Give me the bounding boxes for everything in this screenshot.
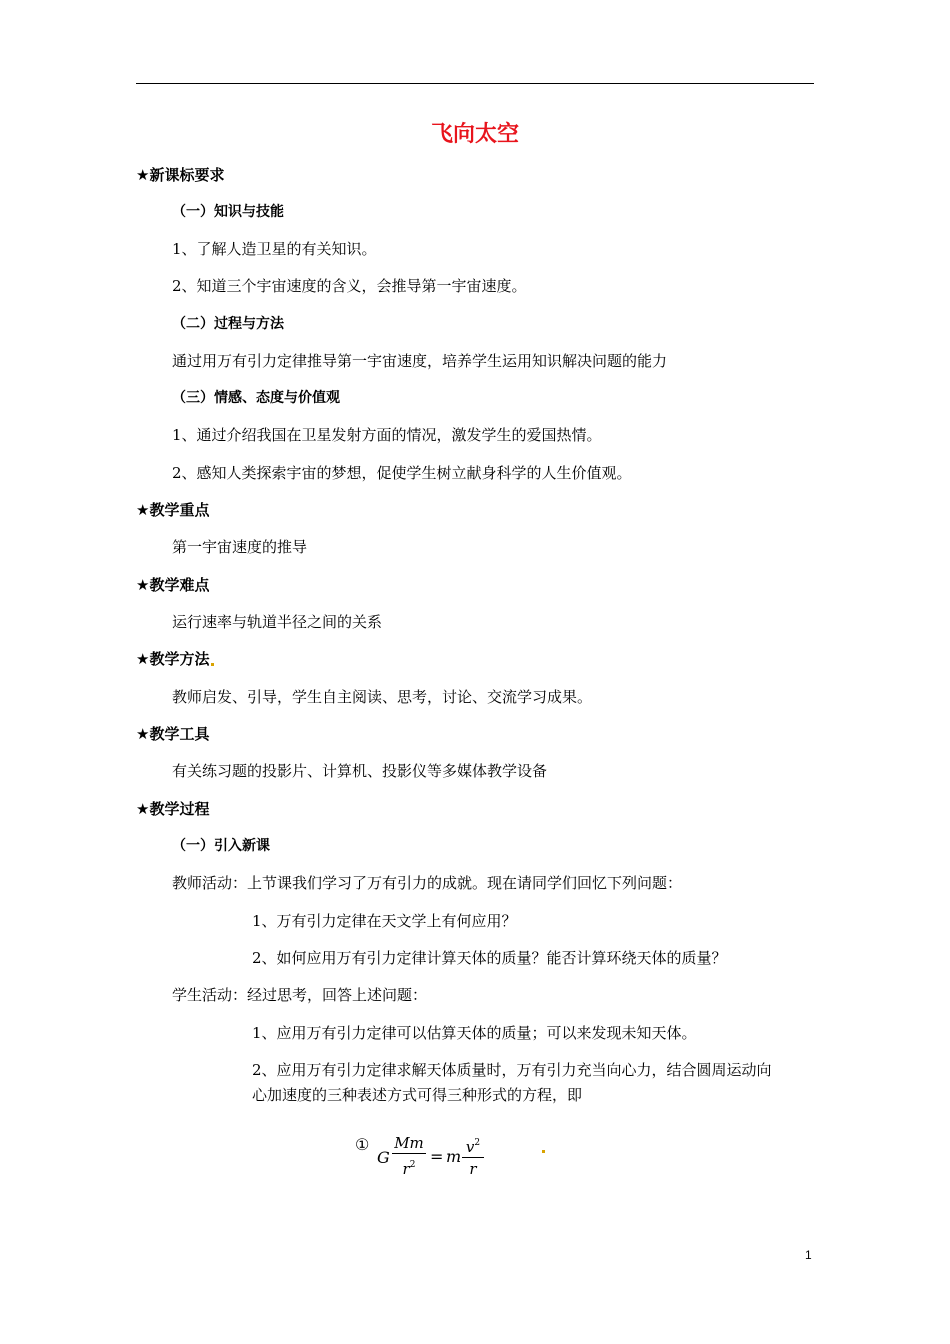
paragraph: 学生活动：经过思考，回答上述问题：	[172, 986, 428, 1004]
fraction-denominator	[391, 1154, 427, 1180]
paragraph: 教师启发、引导，学生自主阅读、思考，讨论、交流学习成果。	[172, 688, 593, 706]
heading-requirements: ★新课标要求	[136, 166, 225, 184]
denominator-base: r	[402, 1160, 410, 1178]
answer-item: 1、应用万有引力定律可以估算天体的质量；可以来发现未知天体。	[252, 1024, 697, 1042]
fraction-numerator	[461, 1133, 485, 1157]
question-item: 1、万有引力定律在天文学上有何应用？	[252, 912, 517, 930]
equals-sign: =	[430, 1147, 444, 1166]
decorative-dot	[211, 663, 214, 666]
subheading-knowledge: （一）知识与技能	[172, 204, 284, 220]
subheading-emotion: （三）情感、态度与价值观	[172, 390, 340, 406]
heading-methods-text: ★教学方法	[136, 650, 210, 668]
paragraph: 2、知道三个宇宙速度的含义，会推导第一宇宙速度。	[172, 277, 527, 295]
question-item: 2、如何应用万有引力定律计算天体的质量？能否计算环绕天体的质量？	[252, 949, 727, 967]
paragraph: 2、感知人类探索宇宙的梦想，促使学生树立献身科学的人生价值观。	[172, 464, 632, 482]
answer-item-continued: 心加速度的三种表述方式可得三种形式的方程，即	[252, 1086, 583, 1104]
paragraph: 通过用万有引力定律推导第一宇宙速度，培养学生运用知识解决问题的能力	[172, 352, 668, 370]
paragraph: 运行速率与轨道半径之间的关系	[172, 613, 383, 631]
subheading-process: （二）过程与方法	[172, 316, 284, 332]
decorative-dot	[542, 1150, 545, 1153]
heading-key-points: ★教学重点	[136, 501, 210, 519]
answer-item: 2、应用万有引力定律求解天体质量时，万有引力充当向心力，结合圆周运动向	[252, 1061, 772, 1079]
heading-methods	[136, 648, 214, 670]
fraction-denominator: r	[469, 1160, 477, 1178]
paragraph: 教师活动：上节课我们学习了万有引力的成就。现在请同学们回忆下列问题：	[172, 874, 683, 892]
equation-index: ①	[355, 1135, 370, 1154]
numerator-exponent: 2	[474, 1138, 481, 1148]
numerator-base: v	[465, 1138, 475, 1156]
paragraph: 第一宇宙速度的推导	[172, 538, 308, 556]
heading-tools: ★教学工具	[136, 725, 210, 743]
fraction-numerator: Mm	[394, 1134, 424, 1152]
denominator-exponent: 2	[409, 1160, 416, 1170]
fraction-right	[461, 1133, 485, 1180]
header-rule	[136, 83, 814, 84]
subheading-intro: （一）引入新课	[172, 838, 270, 854]
fraction-left	[391, 1133, 427, 1180]
paragraph: 有关练习题的投影片、计算机、投影仪等多媒体教学设备	[172, 762, 548, 780]
paragraph: 1、通过介绍我国在卫星发射方面的情况，激发学生的爱国热情。	[172, 426, 602, 444]
document-title: 飞向太空	[430, 122, 519, 147]
paragraph: 1、了解人造卫星的有关知识。	[172, 240, 377, 258]
heading-process: ★教学过程	[136, 800, 210, 818]
equation-constant: G	[377, 1148, 390, 1167]
equation-mass: m	[446, 1147, 462, 1166]
page-number: 1	[805, 1248, 812, 1262]
heading-difficulties: ★教学难点	[136, 576, 210, 594]
